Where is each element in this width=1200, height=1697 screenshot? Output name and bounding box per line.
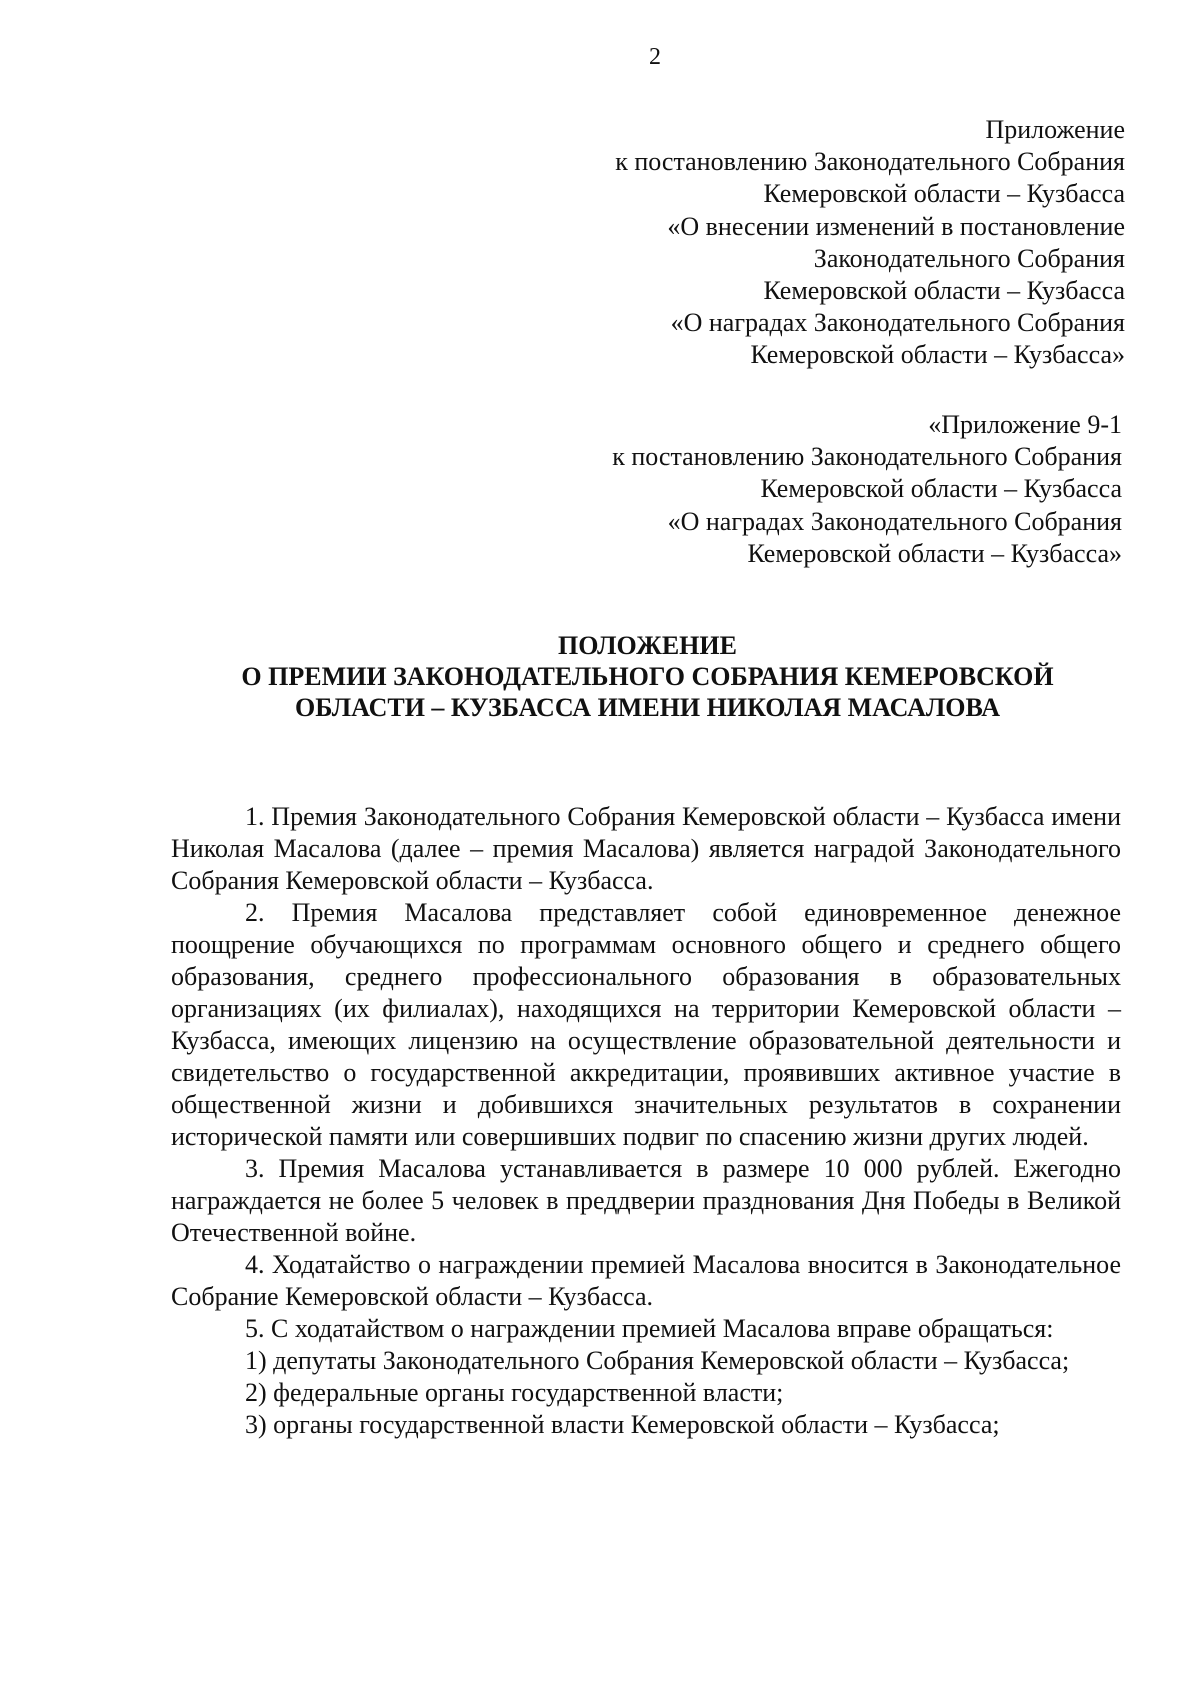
document-title-line: О ПРЕМИИ ЗАКОНОДАТЕЛЬНОГО СОБРАНИЯ КЕМЕРОВСКОЙ: [241, 662, 1054, 691]
document-title: [160, 630, 1135, 723]
list-item-3: 3) органы государственной власти Кемеровской области – Кузбасса;: [245, 1410, 1000, 1439]
paragraph-2: 2. Премия Масалова представляет собой единовременное денежное поощрение обучающихся по программам основного общего и среднего общего образования, среднего профессионального образования в образовательных организациях (их филиалах), находящихся на территории Кемеровской области – Кузбасса, имеющих лицензию на осуществление образовательной деятельности и свидетельство о государственной аккредитации, проявивших активное участие в общественной жизни и добившихся значительных результатов в сохранении исторической памяти или совершивших подвиг по спасению жизни других людей.: [171, 898, 1121, 1151]
appendix-header-line: «О наградах Законодательного Собрания: [670, 308, 1125, 338]
appendix-reference-line: к постановлению Законодательного Собрания: [612, 442, 1122, 472]
appendix-reference-line: «Приложение 9-1: [928, 410, 1122, 439]
appendix-reference: [402, 409, 1122, 570]
list-item-1: 1) депутаты Законодательного Собрания Кемеровской области – Кузбасса;: [245, 1346, 1070, 1375]
paragraph-1: 1. Премия Законодательного Собрания Кемеровской области – Кузбасса имени Николая Масалова (далее – премия Масалова) является наградой Законодательного Собрания Кемеровской области – Кузбасса.: [171, 802, 1121, 895]
appendix-header: [405, 114, 1125, 372]
paragraph-4: 4. Ходатайство о награждении премией Масалова вносится в Законодательное Собрание Кемеровской области – Кузбасса.: [171, 1250, 1121, 1311]
appendix-header-line: Кемеровской области – Кузбасса: [763, 276, 1125, 306]
appendix-header-line: «О внесении изменений в постановление: [667, 211, 1125, 241]
appendix-header-line: Приложение: [985, 115, 1125, 144]
document-title-line: ОБЛАСТИ – КУЗБАССА ИМЕНИ НИКОЛАЯ МАСАЛОВА: [294, 693, 1001, 722]
appendix-header-line: Законодательного Собрания: [813, 243, 1125, 273]
appendix-reference-line: Кемеровской области – Кузбасса: [760, 474, 1122, 504]
document-body: [171, 801, 1121, 1441]
appendix-header-line: Кемеровской области – Кузбасса»: [750, 340, 1125, 370]
document-title-line: ПОЛОЖЕНИЕ: [558, 631, 737, 660]
appendix-reference-line: Кемеровской области – Кузбасса»: [747, 538, 1122, 568]
list-item-2: 2) федеральные органы государственной власти;: [245, 1378, 784, 1407]
paragraph-3: 3. Премия Масалова устанавливается в размере 10 000 рублей. Ежегодно награждается не более 5 человек в преддверии празднования Дня Победы в Великой Отечественной войне.: [171, 1154, 1121, 1247]
appendix-header-line: к постановлению Законодательного Собрания: [615, 147, 1125, 177]
appendix-header-line: Кемеровской области – Кузбасса: [763, 179, 1125, 209]
paragraph-5: 5. С ходатайством о награждении премией Масалова вправе обращаться:: [245, 1314, 1054, 1343]
page-number: 2: [649, 44, 661, 70]
appendix-reference-line: «О наградах Законодательного Собрания: [667, 506, 1122, 536]
